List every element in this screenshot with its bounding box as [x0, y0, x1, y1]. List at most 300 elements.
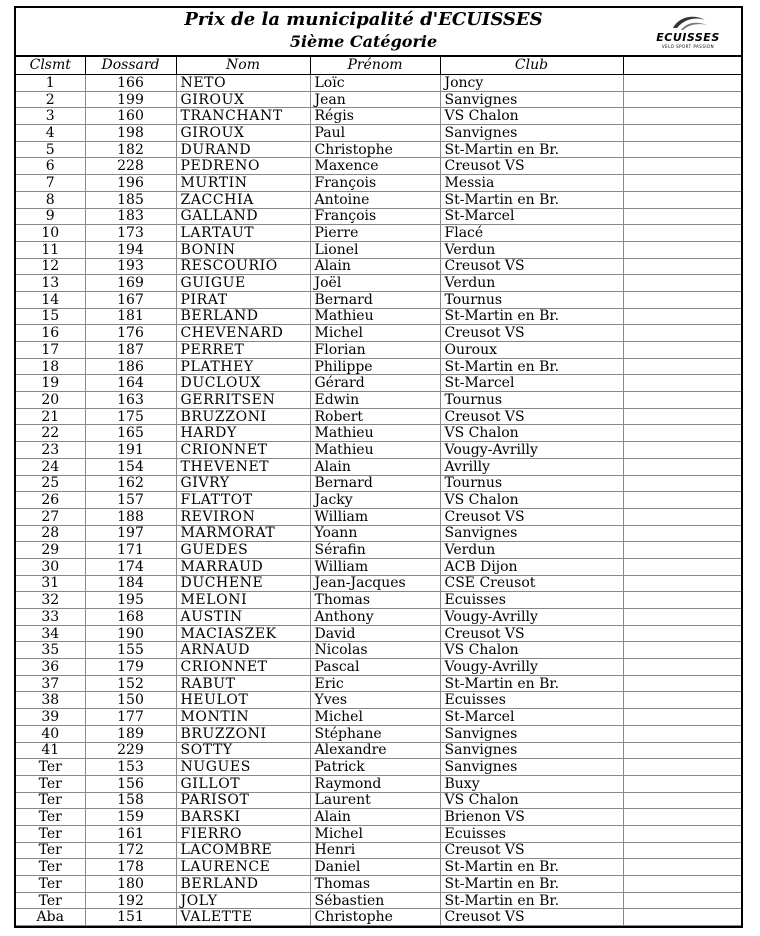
rank-cell: Aba: [16, 909, 85, 926]
first-name-cell: Bernard: [310, 291, 440, 308]
bib-cell: 172: [85, 842, 176, 859]
bib-cell: 174: [85, 558, 176, 575]
first-name-cell: Florian: [310, 342, 440, 359]
blank-cell: [623, 108, 741, 125]
club-cell: Tournus: [440, 392, 623, 409]
first-name-cell: Stéphane: [310, 725, 440, 742]
last-name-cell: NUGUES: [176, 759, 310, 776]
table-row: [16, 442, 741, 459]
club-cell: Vougy-Avrilly: [440, 609, 623, 626]
last-name-cell: DURAND: [176, 141, 310, 158]
blank-cell: [623, 141, 741, 158]
rank-cell: 28: [16, 525, 85, 542]
rank-cell: 25: [16, 475, 85, 492]
bib-cell: 165: [85, 425, 176, 442]
table-row: [16, 291, 741, 308]
bib-cell: 198: [85, 125, 176, 142]
table-row: [16, 275, 741, 292]
bib-cell: 192: [85, 892, 176, 909]
rank-cell: Ter: [16, 809, 85, 826]
first-name-cell: Laurent: [310, 792, 440, 809]
table-row: [16, 492, 741, 509]
blank-cell: [623, 725, 741, 742]
club-cell: St-Marcel: [440, 375, 623, 392]
last-name-cell: GUIGUE: [176, 275, 310, 292]
last-name-cell: MACIASZEK: [176, 625, 310, 642]
last-name-cell: JOLY: [176, 892, 310, 909]
last-name-cell: BRUZZONI: [176, 408, 310, 425]
blank-cell: [623, 275, 741, 292]
rank-cell: 6: [16, 158, 85, 175]
bib-cell: 187: [85, 342, 176, 359]
bib-cell: 195: [85, 592, 176, 609]
blank-cell: [623, 342, 741, 359]
first-name-cell: François: [310, 175, 440, 192]
blank-cell: [623, 241, 741, 258]
club-cell: VS Chalon: [440, 425, 623, 442]
first-name-cell: William: [310, 508, 440, 525]
header-clsmt: Clsmt: [16, 57, 85, 75]
last-name-cell: MELONI: [176, 592, 310, 609]
first-name-cell: William: [310, 558, 440, 575]
table-row: [16, 392, 741, 409]
first-name-cell: Thomas: [310, 592, 440, 609]
bib-cell: 150: [85, 692, 176, 709]
club-cell: Flacé: [440, 225, 623, 242]
table-row: [16, 625, 741, 642]
bib-cell: 188: [85, 508, 176, 525]
blank-cell: [623, 475, 741, 492]
rank-cell: 37: [16, 675, 85, 692]
first-name-cell: Michel: [310, 709, 440, 726]
bib-cell: 184: [85, 575, 176, 592]
rank-cell: 8: [16, 191, 85, 208]
rank-cell: 23: [16, 442, 85, 459]
header-nom: Nom: [176, 57, 310, 75]
bib-cell: 196: [85, 175, 176, 192]
last-name-cell: GIROUX: [176, 125, 310, 142]
last-name-cell: GIROUX: [176, 91, 310, 108]
logo-wordmark: ECUISSES: [656, 31, 720, 44]
rank-cell: 41: [16, 742, 85, 759]
club-cell: Creusot VS: [440, 408, 623, 425]
club-cell: VS Chalon: [440, 642, 623, 659]
blank-cell: [623, 575, 741, 592]
rank-cell: 9: [16, 208, 85, 225]
blank-cell: [623, 809, 741, 826]
bib-cell: 175: [85, 408, 176, 425]
rank-cell: 32: [16, 592, 85, 609]
blank-cell: [623, 75, 741, 92]
blank-cell: [623, 892, 741, 909]
bib-cell: 181: [85, 308, 176, 325]
last-name-cell: BRUZZONI: [176, 725, 310, 742]
blank-cell: [623, 392, 741, 409]
bib-cell: 183: [85, 208, 176, 225]
table-row: [16, 809, 741, 826]
club-cell: Tournus: [440, 475, 623, 492]
first-name-cell: Mathieu: [310, 308, 440, 325]
blank-cell: [623, 525, 741, 542]
rank-cell: Ter: [16, 792, 85, 809]
blank-cell: [623, 308, 741, 325]
table-row: [16, 725, 741, 742]
first-name-cell: Bernard: [310, 475, 440, 492]
bib-cell: 163: [85, 392, 176, 409]
table-row: [16, 558, 741, 575]
bib-cell: 189: [85, 725, 176, 742]
first-name-cell: Michel: [310, 325, 440, 342]
last-name-cell: RESCOURIO: [176, 258, 310, 275]
blank-cell: [623, 759, 741, 776]
table-row: [16, 91, 741, 108]
blank-cell: [623, 175, 741, 192]
rank-cell: Ter: [16, 892, 85, 909]
table-row: [16, 141, 741, 158]
bib-cell: 153: [85, 759, 176, 776]
table-row: [16, 825, 741, 842]
blank-cell: [623, 825, 741, 842]
club-cell: Sanvignes: [440, 125, 623, 142]
rank-cell: 12: [16, 258, 85, 275]
table-row: [16, 692, 741, 709]
results-sheet: [14, 6, 743, 928]
first-name-cell: Sébastien: [310, 892, 440, 909]
table-row: [16, 308, 741, 325]
club-cell: Ecuisses: [440, 592, 623, 609]
first-name-cell: Raymond: [310, 775, 440, 792]
table-row: [16, 241, 741, 258]
rank-cell: 15: [16, 308, 85, 325]
bib-cell: 229: [85, 742, 176, 759]
table-row: [16, 909, 741, 926]
rank-cell: 27: [16, 508, 85, 525]
table-row: [16, 175, 741, 192]
club-cell: Creusot VS: [440, 625, 623, 642]
last-name-cell: LACOMBRE: [176, 842, 310, 859]
club-cell: Sanvignes: [440, 525, 623, 542]
bib-cell: 197: [85, 525, 176, 542]
last-name-cell: DUCLOUX: [176, 375, 310, 392]
first-name-cell: Anthony: [310, 609, 440, 626]
blank-cell: [623, 508, 741, 525]
first-name-cell: Christophe: [310, 909, 440, 926]
first-name-cell: Régis: [310, 108, 440, 125]
blank-cell: [623, 909, 741, 926]
rank-cell: 19: [16, 375, 85, 392]
table-row: [16, 525, 741, 542]
page-title: Prix de la municipalité d'ECUISSES: [184, 9, 543, 30]
header-club: Club: [440, 57, 623, 75]
club-cell: Vougy-Avrilly: [440, 659, 623, 676]
last-name-cell: PIRAT: [176, 291, 310, 308]
bib-cell: 173: [85, 225, 176, 242]
blank-cell: [623, 542, 741, 559]
blank-cell: [623, 609, 741, 626]
table-row: [16, 759, 741, 776]
club-cell: St-Marcel: [440, 709, 623, 726]
bib-cell: 156: [85, 775, 176, 792]
last-name-cell: HARDY: [176, 425, 310, 442]
last-name-cell: LARTAUT: [176, 225, 310, 242]
rank-cell: 1: [16, 75, 85, 92]
table-header-row: [16, 57, 741, 75]
club-cell: Creusot VS: [440, 158, 623, 175]
last-name-cell: GILLOT: [176, 775, 310, 792]
rank-cell: 20: [16, 392, 85, 409]
blank-cell: [623, 425, 741, 442]
blank-cell: [623, 592, 741, 609]
rank-cell: 36: [16, 659, 85, 676]
blank-cell: [623, 692, 741, 709]
rank-cell: 7: [16, 175, 85, 192]
bib-cell: 158: [85, 792, 176, 809]
last-name-cell: CHEVENARD: [176, 325, 310, 342]
last-name-cell: ARNAUD: [176, 642, 310, 659]
category-subtitle: 5ième Catégorie: [289, 32, 438, 51]
last-name-cell: GERRITSEN: [176, 392, 310, 409]
club-cell: VS Chalon: [440, 792, 623, 809]
first-name-cell: Yves: [310, 692, 440, 709]
first-name-cell: Mathieu: [310, 442, 440, 459]
bib-cell: 157: [85, 492, 176, 509]
header-blank: [623, 57, 741, 75]
club-cell: St-Martin en Br.: [440, 892, 623, 909]
rank-cell: 31: [16, 575, 85, 592]
first-name-cell: Henri: [310, 842, 440, 859]
bib-cell: 182: [85, 141, 176, 158]
last-name-cell: PARISOT: [176, 792, 310, 809]
club-cell: VS Chalon: [440, 108, 623, 125]
table-row: [16, 892, 741, 909]
rank-cell: 40: [16, 725, 85, 742]
last-name-cell: MONTIN: [176, 709, 310, 726]
results-body: [16, 75, 741, 926]
bib-cell: 199: [85, 91, 176, 108]
bib-cell: 194: [85, 241, 176, 258]
table-row: [16, 842, 741, 859]
bib-cell: 186: [85, 358, 176, 375]
blank-cell: [623, 358, 741, 375]
first-name-cell: Alain: [310, 258, 440, 275]
last-name-cell: BARSKI: [176, 809, 310, 826]
table-row: [16, 475, 741, 492]
blank-cell: [623, 375, 741, 392]
rank-cell: 39: [16, 709, 85, 726]
rank-cell: 29: [16, 542, 85, 559]
rank-cell: Ter: [16, 842, 85, 859]
first-name-cell: David: [310, 625, 440, 642]
first-name-cell: Alain: [310, 809, 440, 826]
table-row: [16, 675, 741, 692]
blank-cell: [623, 675, 741, 692]
last-name-cell: FLATTOT: [176, 492, 310, 509]
rank-cell: Ter: [16, 876, 85, 893]
last-name-cell: PLATHEY: [176, 358, 310, 375]
table-row: [16, 775, 741, 792]
last-name-cell: RABUT: [176, 675, 310, 692]
bib-cell: 167: [85, 291, 176, 308]
bib-cell: 179: [85, 659, 176, 676]
header-dossard: Dossard: [85, 57, 176, 75]
last-name-cell: THEVENET: [176, 458, 310, 475]
table-row: [16, 659, 741, 676]
last-name-cell: GUEDES: [176, 542, 310, 559]
rank-cell: 33: [16, 609, 85, 626]
swoosh-logo-icon: [669, 12, 709, 32]
club-cell: Verdun: [440, 542, 623, 559]
club-cell: Brienon VS: [440, 809, 623, 826]
rank-cell: 34: [16, 625, 85, 642]
club-cell: Joncy: [440, 75, 623, 92]
last-name-cell: TRANCHANT: [176, 108, 310, 125]
results-table: [16, 57, 741, 926]
bib-cell: 176: [85, 325, 176, 342]
club-cell: St-Marcel: [440, 208, 623, 225]
blank-cell: [623, 191, 741, 208]
first-name-cell: Mathieu: [310, 425, 440, 442]
bib-cell: 162: [85, 475, 176, 492]
bib-cell: 166: [85, 75, 176, 92]
table-row: [16, 876, 741, 893]
first-name-cell: Gérard: [310, 375, 440, 392]
club-cell: St-Martin en Br.: [440, 859, 623, 876]
last-name-cell: LAURENCE: [176, 859, 310, 876]
club-cell: Verdun: [440, 275, 623, 292]
rank-cell: 26: [16, 492, 85, 509]
rank-cell: 18: [16, 358, 85, 375]
table-row: [16, 75, 741, 92]
rank-cell: 11: [16, 241, 85, 258]
club-cell: Creusot VS: [440, 842, 623, 859]
club-cell: Creusot VS: [440, 258, 623, 275]
bib-cell: 155: [85, 642, 176, 659]
table-row: [16, 709, 741, 726]
last-name-cell: DUCHENE: [176, 575, 310, 592]
bib-cell: 159: [85, 809, 176, 826]
blank-cell: [623, 325, 741, 342]
club-cell: Tournus: [440, 291, 623, 308]
club-cell: Ecuisses: [440, 825, 623, 842]
last-name-cell: PEDRENO: [176, 158, 310, 175]
last-name-cell: ZACCHIA: [176, 191, 310, 208]
first-name-cell: Eric: [310, 675, 440, 692]
blank-cell: [623, 458, 741, 475]
rank-cell: 5: [16, 141, 85, 158]
blank-cell: [623, 775, 741, 792]
bib-cell: 154: [85, 458, 176, 475]
bib-cell: 177: [85, 709, 176, 726]
first-name-cell: Antoine: [310, 191, 440, 208]
rank-cell: Ter: [16, 759, 85, 776]
blank-cell: [623, 642, 741, 659]
table-row: [16, 375, 741, 392]
first-name-cell: Christophe: [310, 141, 440, 158]
rank-cell: Ter: [16, 859, 85, 876]
table-row: [16, 425, 741, 442]
table-row: [16, 508, 741, 525]
blank-cell: [623, 792, 741, 809]
rank-cell: 16: [16, 325, 85, 342]
blank-cell: [623, 709, 741, 726]
first-name-cell: Joël: [310, 275, 440, 292]
table-row: [16, 542, 741, 559]
club-cell: Sanvignes: [440, 725, 623, 742]
table-row: [16, 458, 741, 475]
last-name-cell: SOTTY: [176, 742, 310, 759]
club-cell: St-Martin en Br.: [440, 876, 623, 893]
first-name-cell: Jacky: [310, 492, 440, 509]
bib-cell: 169: [85, 275, 176, 292]
blank-cell: [623, 91, 741, 108]
bib-cell: 161: [85, 825, 176, 842]
logo-tagline: VELO SPORT PASSION: [661, 44, 715, 49]
bib-cell: 160: [85, 108, 176, 125]
blank-cell: [623, 859, 741, 876]
club-cell: Messia: [440, 175, 623, 192]
rank-cell: 35: [16, 642, 85, 659]
club-cell: CSE Creusot: [440, 575, 623, 592]
bib-cell: 185: [85, 191, 176, 208]
last-name-cell: FIERRO: [176, 825, 310, 842]
club-cell: Creusot VS: [440, 508, 623, 525]
bib-cell: 191: [85, 442, 176, 459]
blank-cell: [623, 158, 741, 175]
first-name-cell: Michel: [310, 825, 440, 842]
club-cell: VS Chalon: [440, 492, 623, 509]
bib-cell: 193: [85, 258, 176, 275]
rank-cell: 2: [16, 91, 85, 108]
blank-cell: [623, 742, 741, 759]
first-name-cell: Philippe: [310, 358, 440, 375]
last-name-cell: AUSTIN: [176, 609, 310, 626]
first-name-cell: Lionel: [310, 241, 440, 258]
rank-cell: 24: [16, 458, 85, 475]
blank-cell: [623, 208, 741, 225]
first-name-cell: Jean-Jacques: [310, 575, 440, 592]
table-row: [16, 342, 741, 359]
bib-cell: 228: [85, 158, 176, 175]
blank-cell: [623, 492, 741, 509]
first-name-cell: Sérafin: [310, 542, 440, 559]
bib-cell: 171: [85, 542, 176, 559]
blank-cell: [623, 408, 741, 425]
club-cell: Sanvignes: [440, 742, 623, 759]
last-name-cell: VALETTE: [176, 909, 310, 926]
table-row: [16, 225, 741, 242]
last-name-cell: BERLAND: [176, 876, 310, 893]
table-row: [16, 258, 741, 275]
rank-cell: 30: [16, 558, 85, 575]
first-name-cell: Paul: [310, 125, 440, 142]
blank-cell: [623, 442, 741, 459]
blank-cell: [623, 558, 741, 575]
table-row: [16, 859, 741, 876]
club-cell: Ouroux: [440, 342, 623, 359]
blank-cell: [623, 225, 741, 242]
last-name-cell: REVIRON: [176, 508, 310, 525]
header-prenom: Prénom: [310, 57, 440, 75]
club-cell: Avrilly: [440, 458, 623, 475]
last-name-cell: MURTIN: [176, 175, 310, 192]
table-row: [16, 325, 741, 342]
blank-cell: [623, 625, 741, 642]
table-row: [16, 592, 741, 609]
bib-cell: 152: [85, 675, 176, 692]
table-row: [16, 125, 741, 142]
rank-cell: Ter: [16, 825, 85, 842]
rank-cell: 3: [16, 108, 85, 125]
